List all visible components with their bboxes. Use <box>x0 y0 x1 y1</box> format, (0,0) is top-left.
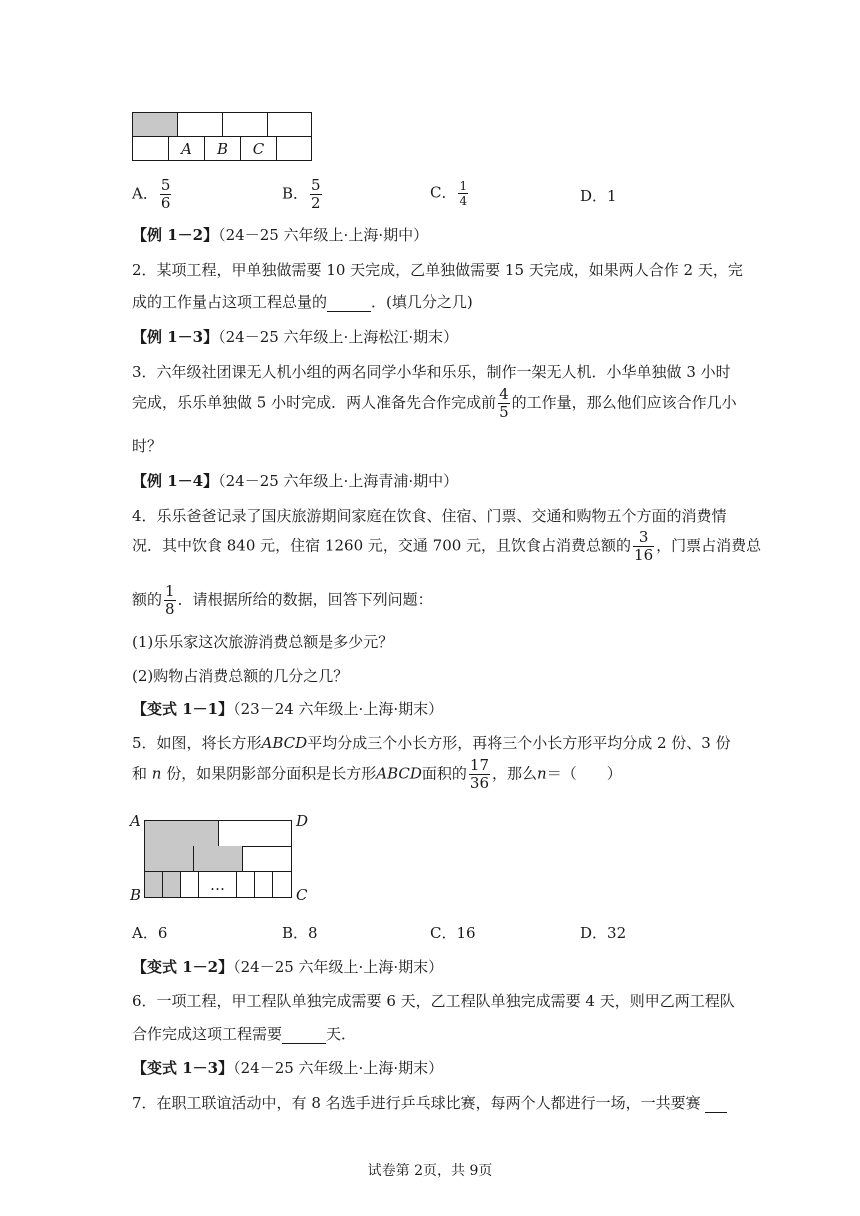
q5-option-c: C．16 <box>430 924 476 942</box>
strip-cell <box>255 872 273 897</box>
answer-blank[interactable] <box>705 1096 727 1113</box>
band-halves <box>145 821 291 847</box>
ellipsis-cell: … <box>199 872 237 897</box>
strip-cell <box>268 113 311 136</box>
strip-cell <box>133 137 169 160</box>
q4-text-line3: 额的 $\frac{1}{8}$ ．请根据所给的数据，回答下列问题： <box>132 582 433 618</box>
page-footer: 试卷第 2页，共 9页 <box>367 1163 493 1179</box>
cell-c: C <box>241 137 277 160</box>
cell-a: A <box>169 137 205 160</box>
strip-cell <box>273 872 291 897</box>
strip-row-bottom <box>132 136 312 161</box>
option-d: D．1 <box>580 187 617 205</box>
option-c: C． $\frac{1}{4}$ <box>430 179 468 208</box>
variant-heading: 【变式 1－1】（23－24 六年级上·上海·期末） <box>132 700 444 718</box>
band-thirds <box>145 846 291 872</box>
q7-text-line1: 7．在职工联谊活动中，有 8 名选手进行乒乓球比赛，每两个人都进行一场，一共要赛 <box>132 1093 727 1113</box>
shaded-cell <box>194 846 243 871</box>
strip-cell <box>277 137 311 160</box>
figure-rectangle-abcd <box>128 812 318 904</box>
strip-row-top <box>132 112 312 137</box>
label-a: A <box>130 812 141 830</box>
q5-option-b: B．8 <box>282 924 318 942</box>
label-d: D <box>296 812 309 830</box>
answer-blank[interactable] <box>327 295 371 312</box>
strip-cell <box>178 113 223 136</box>
shaded-cell <box>145 872 163 897</box>
figure-strip <box>132 112 314 164</box>
q3-text-line3: 时？ <box>132 437 163 455</box>
rectangle <box>144 820 292 898</box>
cell-b: B <box>205 137 241 160</box>
q6-text-line2: 合作完成这项工程需要 天． <box>132 1025 357 1043</box>
variant-heading: 【变式 1－2】（24－25 六年级上·上海·期末） <box>132 958 444 976</box>
q2-text-line1: 2．某项工程，甲单独做需要 10 天完成，乙单独做需要 15 天完成，如果两人合作 2 天，完 <box>132 261 743 279</box>
q5-option-d: D．32 <box>580 924 627 942</box>
band-n-parts <box>145 872 291 897</box>
q2-text-line2: 成的工作量占这项工程总量的 ．(填几分之几) <box>132 293 473 311</box>
q5-option-a: A．6 <box>132 924 168 942</box>
q3-text-line1: 3．六年级社团课无人机小组的两名同学小华和乐乐，制作一架无人机．小华单独做 3 小时 <box>132 363 731 381</box>
example-heading: 【例 1－3】（24－25 六年级上·上海松江·期末） <box>132 328 459 346</box>
q3-text-line2: 完成，乐乐单独做 5 小时完成．两人准备先合作完成前 $\frac{4}{5}$ 的工作量，那么他们应该合作几小 <box>132 385 737 421</box>
q6-text-line1: 6．一项工程，甲工程队单独完成需要 6 天，乙工程队单独完成需要 4 天，则甲乙两工程队 <box>132 992 735 1010</box>
q5-text-line1: 5．如图，将长方形ABCD平均分成三个小长方形，再将三个小长方形平均分成 2 份、3 份 <box>132 734 731 752</box>
q4-sub2: (2)购物占消费总额的几分之几？ <box>132 667 349 685</box>
strip-cell <box>223 113 268 136</box>
shaded-cell <box>133 113 178 136</box>
strip-cell <box>237 872 255 897</box>
label-b: B <box>130 886 142 904</box>
q4-sub1: (1)乐乐家这次旅游消费总额是多少元？ <box>132 633 394 651</box>
label-c: C <box>296 886 308 904</box>
option-b: B． $\frac{5}{2}$ <box>282 176 321 212</box>
shaded-cell <box>145 821 219 846</box>
q4-text-line1: 4．乐乐爸爸记录了国庆旅游期间家庭在饮食、住宿、门票、交通和购物五个方面的消费情 <box>132 507 727 525</box>
q5-text-line2: 和 n 份，如果阴影部分面积是长方形ABCD面积的 $\frac{17}{36}$ ，那么n＝（ ） <box>132 756 622 792</box>
answer-blank[interactable] <box>282 1027 326 1044</box>
q4-text-line2: 况．其中饮食 840 元，住宿 1260 元，交通 700 元，且饮食占消费总额的 $\frac{3}{16}$ ，门票占消费总 <box>132 528 762 564</box>
option-a: A． $\frac{5}{6}$ <box>132 176 171 212</box>
example-heading: 【例 1－4】（24－25 六年级上·上海青浦·期中） <box>132 472 459 490</box>
shaded-cell <box>163 872 181 897</box>
strip-cell <box>181 872 199 897</box>
variant-heading: 【变式 1－3】（24－25 六年级上·上海·期末） <box>132 1059 444 1077</box>
example-heading: 【例 1－2】（24－25 六年级上·上海·期中） <box>132 226 429 244</box>
shaded-cell <box>145 846 194 871</box>
